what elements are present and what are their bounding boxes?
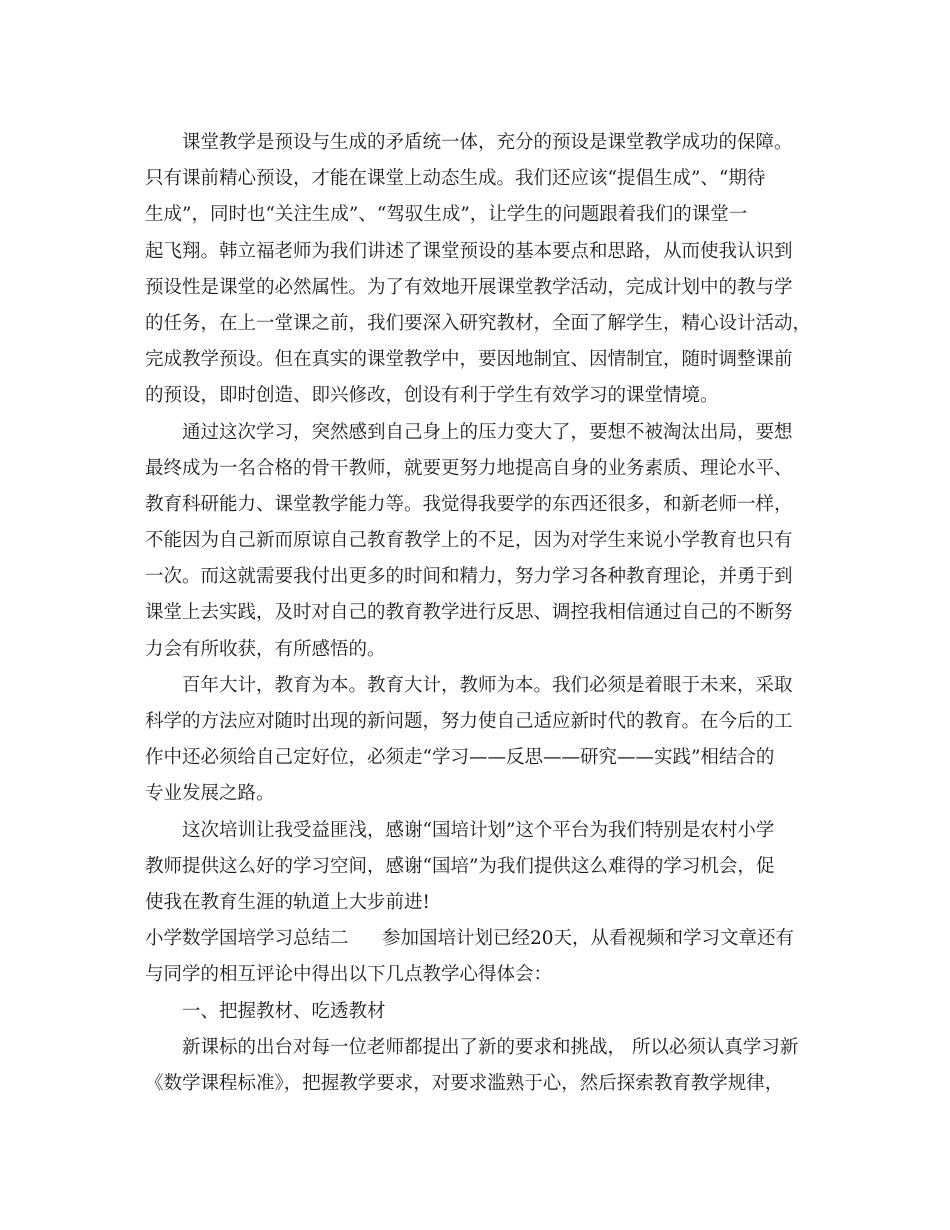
paragraph-line: 这次培训让我受益匪浅，感谢“国培计划”这个平台为我们特别是农村小学 (182, 819, 775, 841)
paragraph-line: 的预设，即时创造、即兴修改，创设有利于学生有效学习的课堂情境。 (145, 385, 719, 407)
paragraph-line: 科学的方法应对随时出现的新问题，努力使自己适应新时代的教育。在今后的工 (145, 711, 793, 732)
paragraph-line: 专业发展之路。 (145, 783, 275, 805)
paragraph-line: 完成教学预设。但在真实的课堂教学中，要因地制宜、因情制宜，随时调整课前 (145, 349, 793, 371)
paragraph-line: 不能因为自己新而原谅自己教育教学上的不足，因为对学生来说小学教育也只有 (145, 530, 793, 552)
paragraph-line: 教师提供这么好的学习空间，感谢“国培”为我们提供这么难得的学习机会，促 (145, 855, 775, 877)
paragraph-line: 的任务，在上一堂课之前，我们要深入研究教材，全面了解学生，精心设计活动， (145, 312, 812, 334)
paragraph-line: 新课标的出台对每一位老师都提出了新的要求和挑战， 所以必须认真学习新 (182, 1036, 799, 1058)
section-heading-line (145, 921, 810, 957)
paragraph-line: 预设性是课堂的必然属性。为了有效地开展课堂教学活动，完成计划中的教与学 (145, 276, 793, 298)
paragraph-line: 生成”，同时也“关注生成”、“驾驭生成”，让学生的问题跟着我们的课堂一 (145, 204, 748, 226)
paragraph-line: 《数学课程标准》，把握教学要求，对要求滥熟于心，然后探索教育教学规律， (145, 1072, 784, 1094)
paragraph-line: 使我在教育生涯的轨道上大步前进! (145, 891, 430, 913)
paragraph-line: 百年大计，教育为本。教育大计，教师为本。我们必须是着眼于未来，采取 (182, 674, 793, 696)
paragraph-line: 通过这次学习，突然感到自己身上的压力变大了，要想不被淘汰出局，要想 (182, 421, 793, 443)
document-page (145, 125, 810, 1102)
section-first-line: 参加国培计划已经20天，从看视频和学习文章还有 (382, 928, 795, 950)
paragraph-line: 与同学的相互评论中得出以下几点教学心得体会： (145, 964, 553, 986)
paragraph-line: 起飞翔。韩立福老师为我们讲述了课堂预设的基本要点和思路，从而使我认识到 (145, 240, 793, 262)
paragraph-line: 最终成为一名合格的骨干教师，就要更努力地提高自身的业务素质、理论水平、 (145, 457, 793, 479)
paragraph-line: 力会有所收获，有所感悟的。 (145, 638, 386, 660)
paragraph-line: 课堂教学是预设与生成的矛盾统一体，充分的预设是课堂教学成功的保障。 (182, 132, 793, 153)
paragraph-line: 教育科研能力、课堂教学能力等。我觉得我要学的东西还很多，和新老师一样， (145, 493, 793, 515)
paragraph-line: 只有课前精心预设，才能在课堂上动态生成。我们还应该“提倡生成”、“期待 (145, 168, 766, 190)
subsection-heading: 一、把握教材、吃透教材 (182, 1000, 386, 1022)
paragraph-line: 课堂上去实践，及时对自己的教育教学进行反思、调控我相信通过自己的不断努 (145, 602, 793, 624)
paragraph-line: 一次。而这就需要我付出更多的时间和精力，努力学习各种教育理论，并勇于到 (145, 566, 793, 588)
paragraph-line: 作中还必须给自己定好位，必须走“学习——反思——研究——实践”相结合的 (145, 747, 775, 769)
section-title: 小学数学国培学习总结二 (145, 928, 349, 950)
